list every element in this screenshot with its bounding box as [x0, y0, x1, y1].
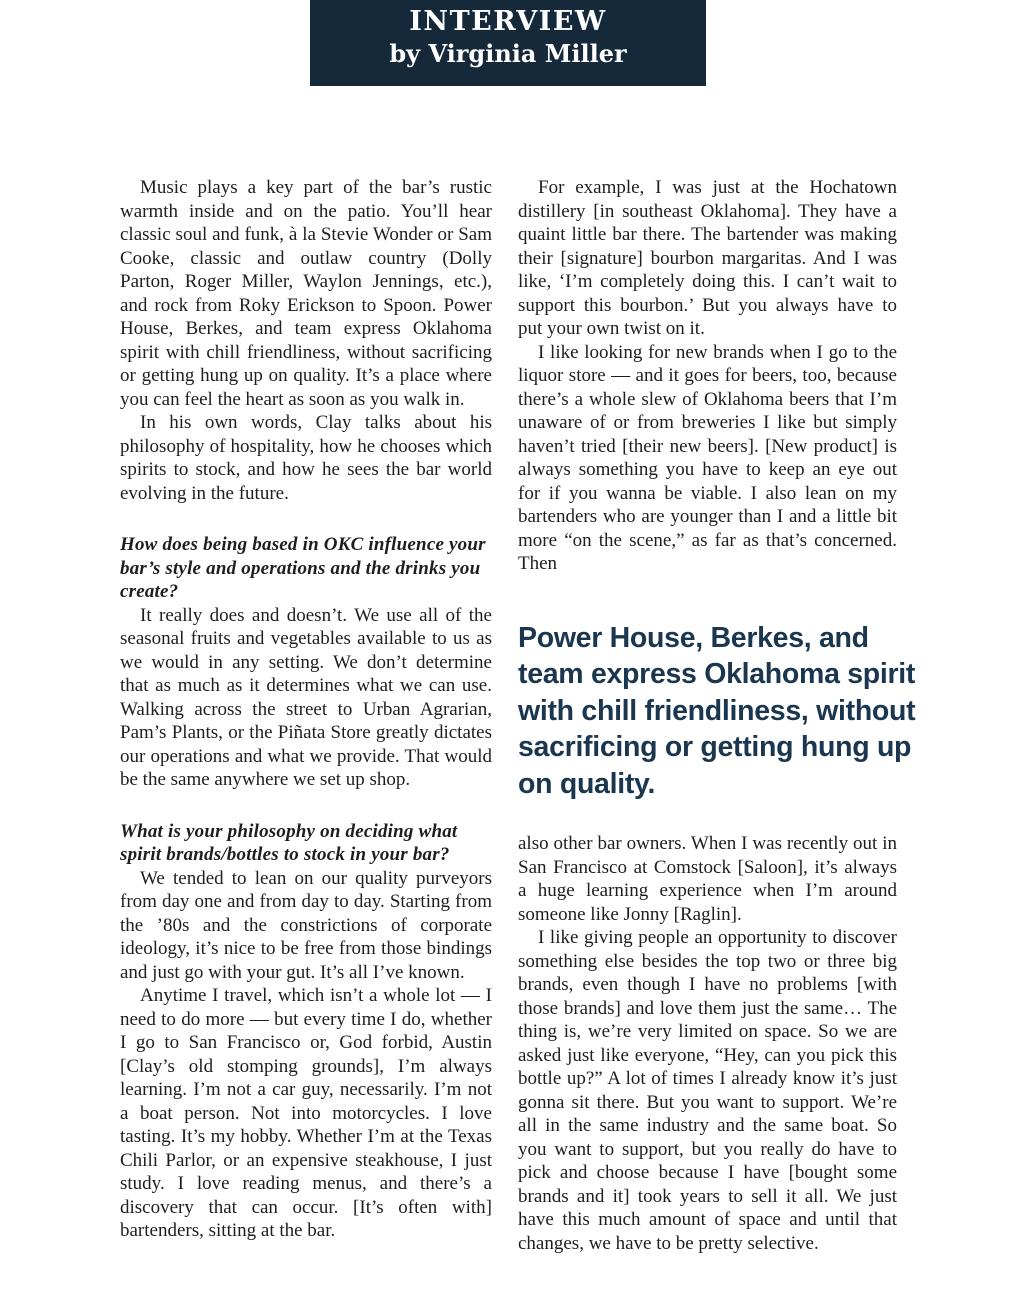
question-heading: What is your philosophy on deciding what spirit brands/bottles to stock in your bar? — [120, 820, 458, 865]
badge-byline: by Virginia Miller — [389, 39, 627, 68]
left-column — [120, 176, 492, 1255]
body-paragraph: In his own words, Clay talks about his philosophy of hospitality, how he chooses which spirits to stock, and how he sees the bar world evolving in the future. — [120, 412, 492, 504]
body-paragraph: I like giving people an opportunity to discover something else besides the top two or three big brands, even though I have no problems [with those brands] and love them just the same… The thing is, we’re very limited on space. So we are asked just like everyone, “Hey, can you pick this bottle up?” A lot of times I already know it’s just gonna sit there. But you want to support. We’re all in the same industry and the same boat. So you want to support, but you really do have to pick and choose because I have [bought some brands and it] took years to sell it all. We just have this much amount of space and until that changes, we have to be pretty selective. — [518, 927, 897, 1254]
body-paragraph: I like looking for new brands when I go to the liquor store — and it goes for beers, too, because there’s a whole slew of Oklahoma beers that I’m unaware of or from breweries I like but simply haven’t tried [their new beers]. [New product] is always something you have to keep an eye out for if you wanna be viable. I also lean on my bartenders who are younger than I and a little bit more “on the scene,” as far as that’s concerned. Then — [518, 341, 897, 574]
body-paragraph: It really does and doesn’t. We use all of the seasonal fruits and vegetables available to us as we would in any setting. We don’t determine that as much as it determines what we can use. Walking across the street to Urban Agrarian, Pam’s Plants, or the Piñata Store greatly dictates our operations and what we provide. That would be the same anywhere we set up shop. — [120, 604, 492, 790]
question-heading: How does being based in OKC influence your bar’s style and operations and the drinks you create? — [120, 534, 486, 602]
article-body — [120, 176, 916, 1255]
body-paragraph: Anytime I travel, which isn’t a whole lot — I need to do more — but every time I do, whether I go to San Francisco or, God forbid, Austin [Clay’s old stomping grounds], I’m always learning. I’m not a car guy, necessarily. I’m not a boat person. Not into motorcycles. I love tasting. It’s my hobby. Whether I’m at the Texas Chili Parlor, or an expensive steakhouse, I just study. I love reading menus, and there’s a discovery that can occur. [It’s often with] bartenders, sitting at the bar. — [120, 985, 492, 1241]
body-paragraph: Music plays a key part of the bar’s rustic warmth inside and on the patio. You’ll hear classic soul and funk, à la Stevie Wonder or Sam Cooke, classic and outlaw country (Dolly Parton, Roger Miller, Waylon Jennings, etc.), and rock from Roky Erickson to Spoon. Power House, Berkes, and team express Oklahoma spirit with chill friendliness, without sacrificing or getting hung up on quality. It’s a place where you can feel the heart as soon as you walk in. — [120, 177, 492, 410]
badge-title: INTERVIEW — [409, 6, 607, 37]
body-paragraph: For example, I was just at the Hochatown distillery [in southeast Oklahoma]. They have a quaint little bar there. The bartender was making their [signature] bourbon margaritas. And I was like, ‘I’m completely doing this. I can’t wait to support this bourbon.’ But you always have to put your own twist on it. — [518, 177, 897, 339]
body-paragraph: also other bar owners. When I was recently out in San Francisco at Comstock [Saloon], it’s always a huge learning experience when I’m around someone like Jonny [Raglin]. — [518, 833, 897, 925]
pull-quote: Power House, Berkes, and team express Oklahoma spirit with chill friendliness, without sacrificing or getting hung up on quality. — [518, 621, 916, 800]
interview-badge — [310, 0, 706, 86]
body-paragraph: We tended to lean on our quality purveyors from day one and from day to day. Starting from the ’80s and the constrictions of corporate ideology, it’s nice to be free from those bindings and just go with your gut. It’s all I’ve known. — [120, 867, 492, 983]
right-column — [518, 176, 916, 1255]
